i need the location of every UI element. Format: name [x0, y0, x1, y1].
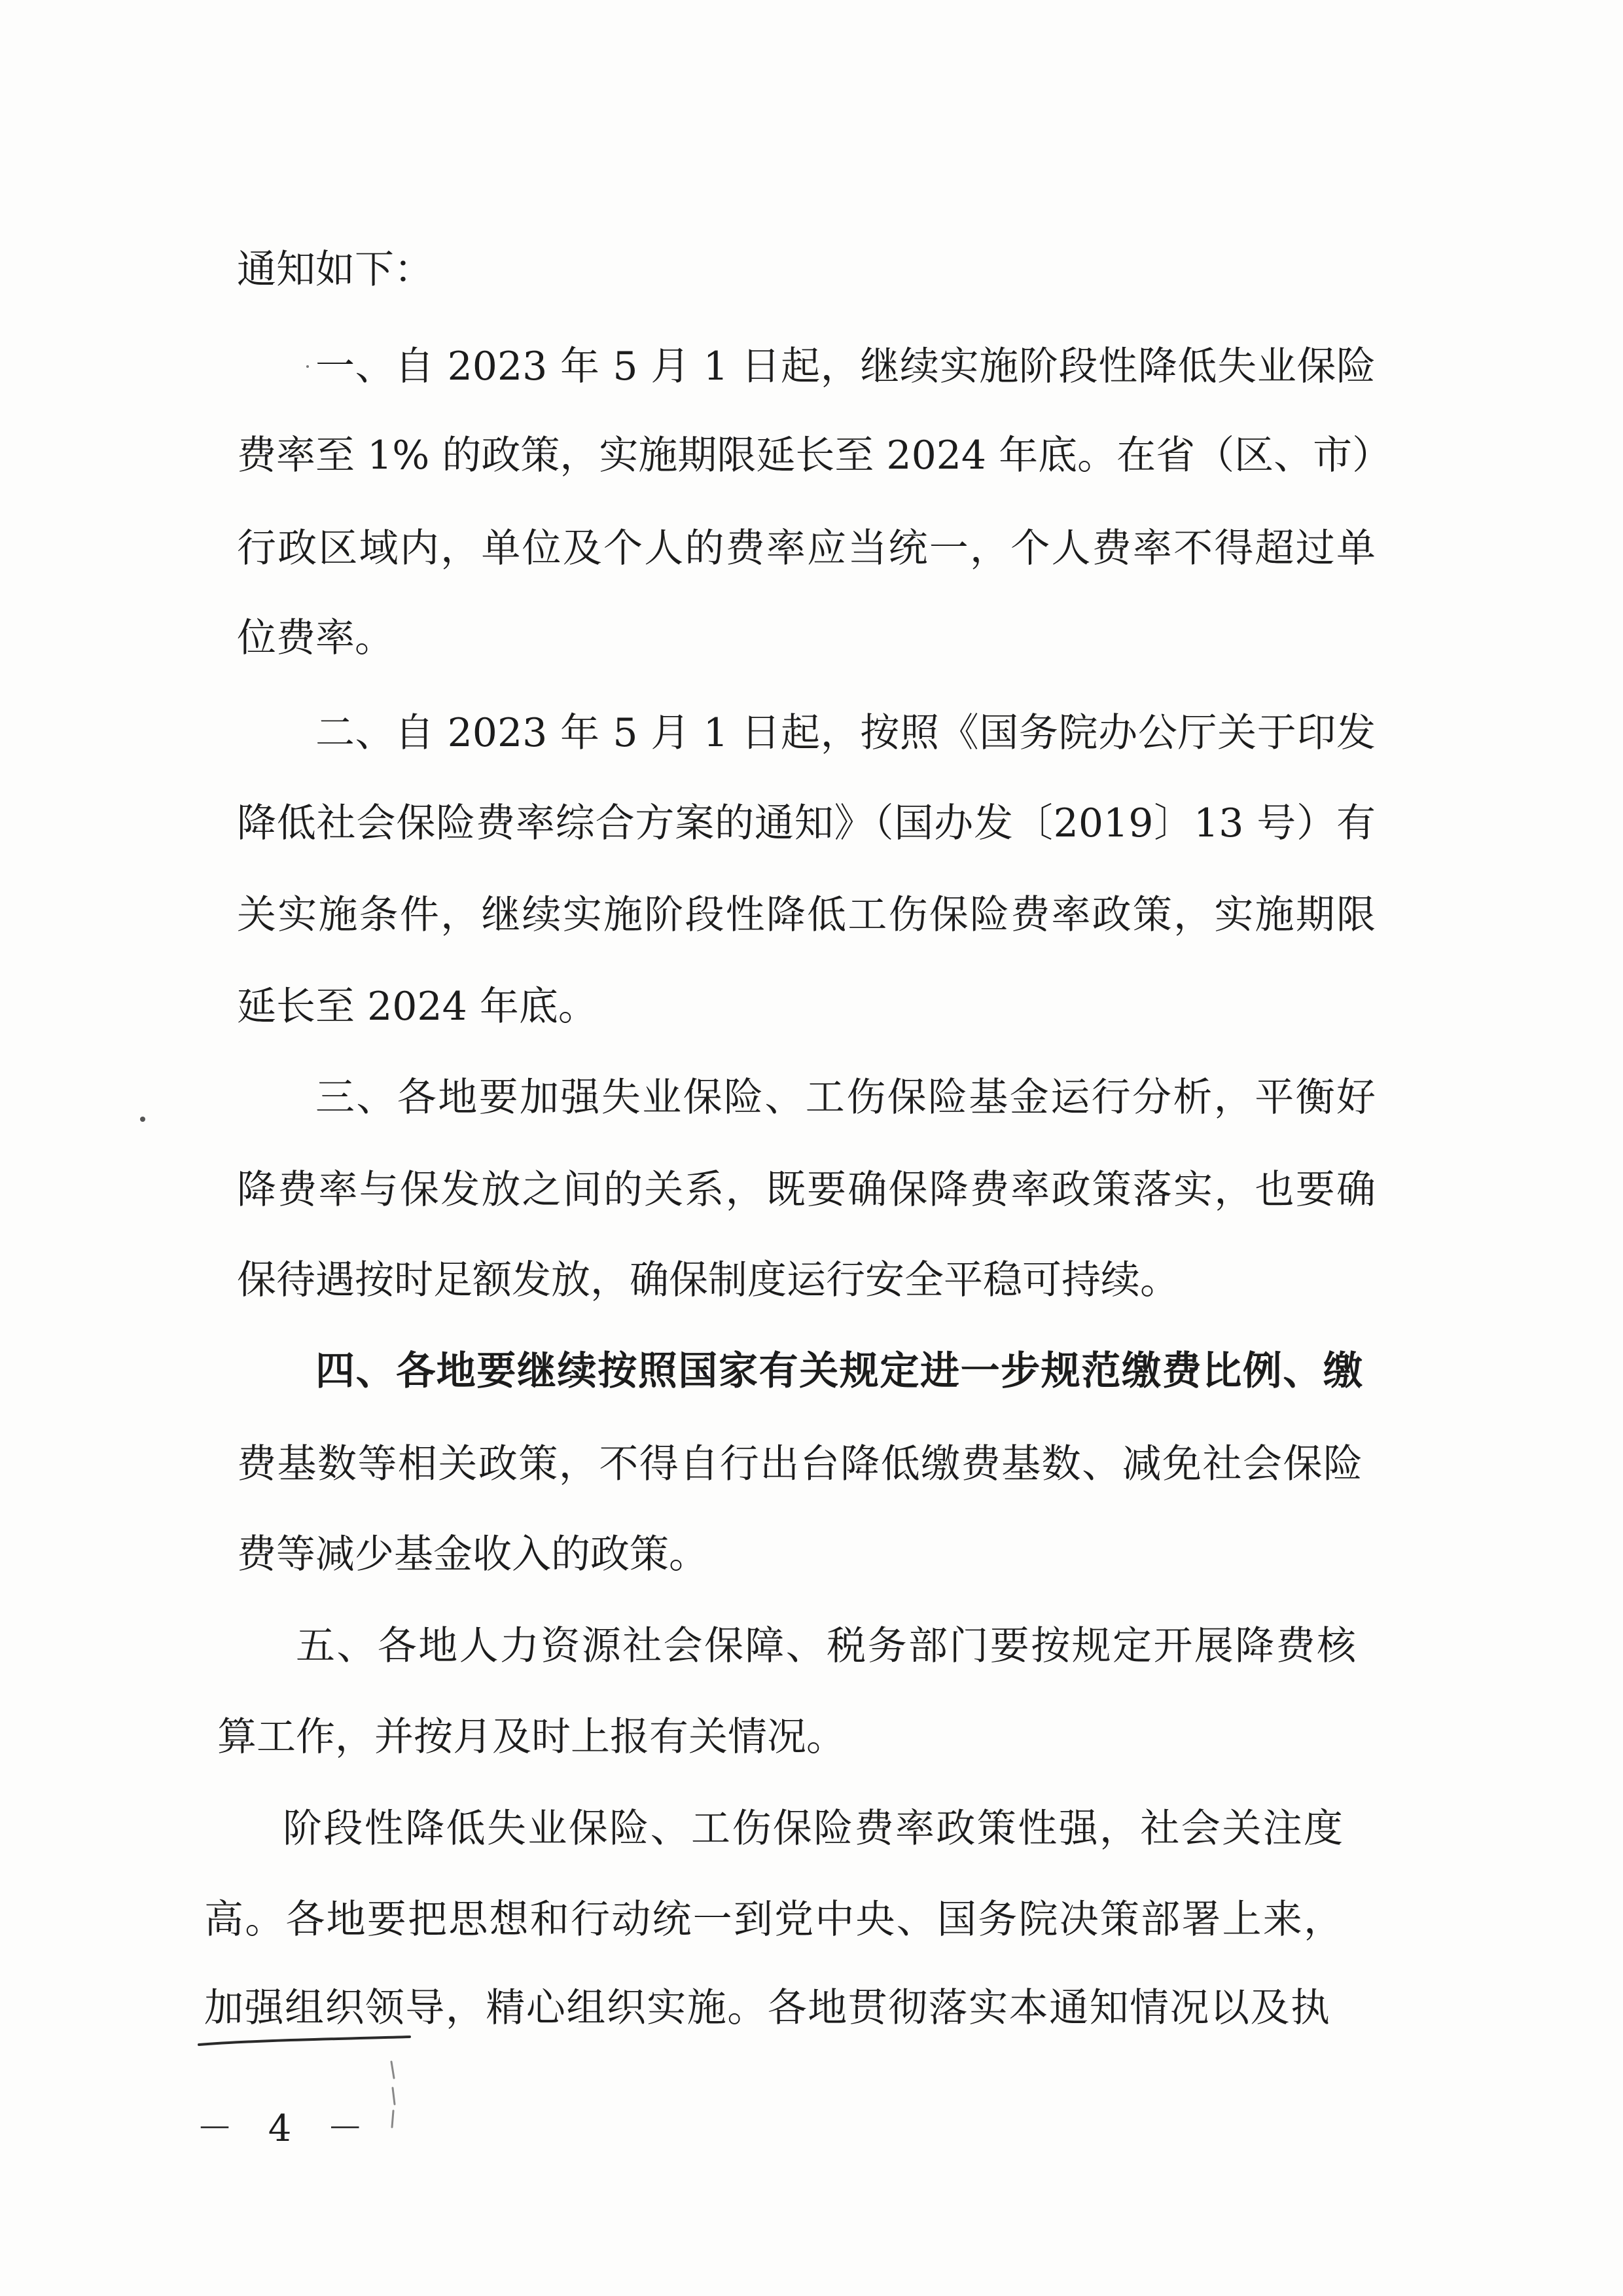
page-number: － 4 －: [196, 2108, 376, 2150]
text-line: 行政区域内，单位及个人的费率应当统一，个人费率不得超过单: [237, 526, 1376, 571]
text-line: 延长至 2024 年底。: [237, 984, 597, 1030]
text-line: 降费率与保发放之间的关系，既要确保降费率政策落实，也要确: [237, 1167, 1376, 1213]
text-line: 费率至 1% 的政策，实施期限延长至 2024 年底。在省（区、市）: [237, 433, 1392, 478]
text-line: 一、自 2023 年 5 月 1 日起，继续实施阶段性降低失业保险: [315, 344, 1376, 389]
pen-underline-mark: [196, 2028, 412, 2054]
text-line: 保待遇按时足额发放，确保制度运行安全平稳可持续。: [237, 1257, 1179, 1303]
text-line: 关实施条件，继续实施阶段性降低工伤保险费率政策，实施期限: [237, 892, 1376, 938]
text-line: 降低社会保险费率综合方案的通知》（国办发〔2019〕13 号）有: [237, 800, 1376, 846]
text-line: 高。各地要把思想和行动统一到党中央、国务院决策部署上来，: [204, 1897, 1343, 1943]
text-line: 费等减少基金收入的政策。: [237, 1532, 708, 1577]
text-line: 阶段性降低失业保险、工伤保险费率政策性强，社会关注度: [283, 1806, 1343, 1852]
text-line: 四、各地要继续按照国家有关规定进一步规范缴费比例、缴: [315, 1348, 1363, 1394]
text-line: 二、自 2023 年 5 月 1 日起，按照《国务院办公厅关于印发: [315, 710, 1376, 756]
text-line: 费基数等相关政策，不得自行出台降低缴费基数、减免社会保险: [237, 1441, 1363, 1487]
text-line: 位费率。: [237, 615, 394, 661]
text-line: 通知如下：: [237, 247, 433, 293]
text-line: 三、各地要加强失业保险、工伤保险基金运行分析，平衡好: [315, 1075, 1376, 1121]
text-line: 五、各地人力资源社会保障、税务部门要按规定开展降费核: [296, 1623, 1356, 1669]
text-line: 加强组织领导，精心组织实施。各地贯彻落实本通知情况以及执: [204, 1985, 1330, 2031]
text-line: 算工作，并按月及时上报有关情况。: [217, 1714, 846, 1760]
